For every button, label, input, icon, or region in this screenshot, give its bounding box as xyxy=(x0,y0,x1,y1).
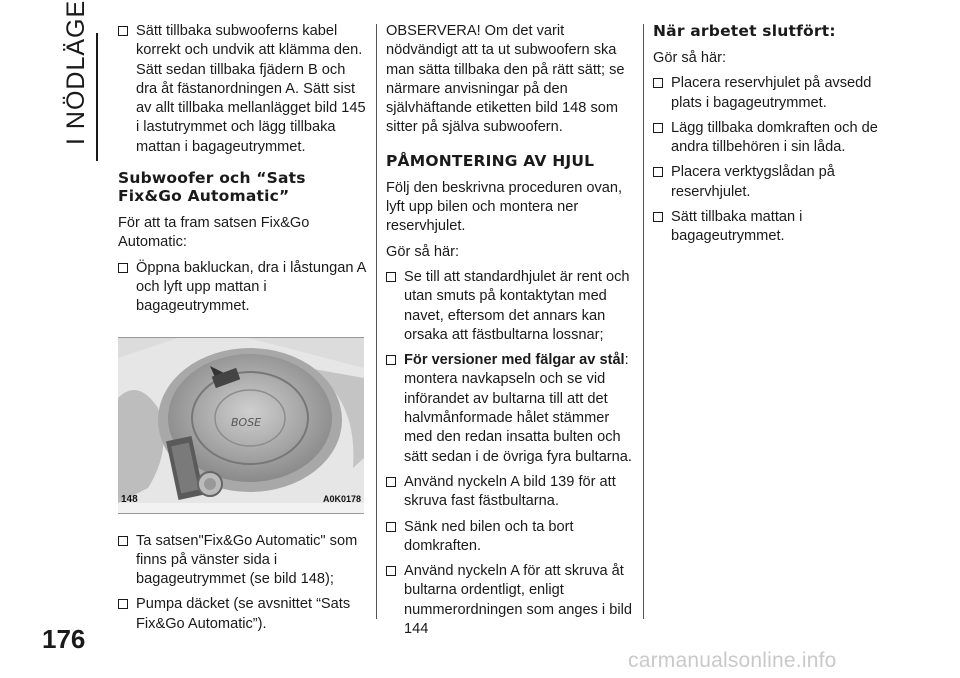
bullet-text: Använd nyckeln A för att skruva åt bultarna ordentligt, enligt nummerordningen som anges i bild 144 xyxy=(404,563,632,638)
bullet-text: Öppna bakluckan, dra i låstungan A och lyft upp mattan i bagageutrymmet. xyxy=(136,259,366,315)
list-item xyxy=(653,163,905,202)
checkbox-bullet-icon xyxy=(386,477,396,487)
list-item xyxy=(386,268,634,345)
bullet-text: Sätt tillbaka subwooferns kabel korrekt och undvik att klämma den. Sätt sedan tillbaka fjädern B och dra åt fästanordningen A. Sätt sist av allt tillbaka mellanlägget bild 145 i lastutrymmet och lägg tillbaka mattan i bagageutrymmet. xyxy=(136,23,366,155)
list-item xyxy=(118,259,366,317)
figure-148 xyxy=(118,337,364,514)
section-heading-pamontering: PÅMONTERING AV HJUL xyxy=(386,151,595,170)
bullet-text: Placera verktygslådan på reservhjulet. xyxy=(671,164,835,200)
list-item xyxy=(386,473,634,512)
checkbox-bullet-icon xyxy=(386,522,396,532)
list-item xyxy=(118,595,366,634)
bullet-text: Pumpa däcket (se avsnittet “Sats Fix&Go Automatic”). xyxy=(136,596,351,632)
chapter-rule xyxy=(96,33,98,161)
list-item xyxy=(118,532,366,590)
figure-number: 148 xyxy=(121,494,138,506)
column-2 xyxy=(386,22,634,645)
bullet-text: Använd nyckeln A bild 139 för att skruva fast fästbultarna. xyxy=(404,473,616,510)
column-3 xyxy=(653,22,905,253)
chapter-tab xyxy=(62,0,92,165)
watermark: carmanualsonline.info xyxy=(628,649,837,672)
bullet-text: Sänk ned bilen och ta bort domkraften. xyxy=(404,518,574,554)
list-item xyxy=(386,351,634,467)
bullet-text: Lägg tillbaka domkraften och de andra tillbehören i sin låda. xyxy=(671,119,878,156)
paragraph: För att ta fram satsen Fix&Go Automatic: xyxy=(118,215,310,251)
column-divider-2 xyxy=(643,24,644,619)
checkbox-bullet-icon xyxy=(386,355,396,365)
list-item xyxy=(118,22,366,157)
checkbox-bullet-icon xyxy=(118,599,128,609)
checkbox-bullet-icon xyxy=(386,272,396,282)
column-divider-1 xyxy=(376,24,377,619)
column-1 xyxy=(118,22,366,640)
list-item xyxy=(653,208,905,247)
bullet-bold-text: För versioner med fälgar av stål xyxy=(404,352,625,369)
paragraph: Följ den beskrivna proceduren ovan, lyft upp bilen och montera ner reservhjulet. xyxy=(386,179,623,235)
paragraph: Gör så här: xyxy=(653,50,726,66)
observera-paragraph: OBSERVERA! Om det varit nödvändigt att ta ut subwoofern ska man sätta tillbaka den på rätt sätt; se närmare anvisningar på den självhäftande etiketten bild 148 som sitter på själva subwoofern. xyxy=(386,23,625,136)
page-number: 176 xyxy=(42,624,86,654)
checkbox-bullet-icon xyxy=(653,123,663,133)
checkbox-bullet-icon xyxy=(118,26,128,36)
bullet-text: Placera reservhjulet på avsedd plats i bagageutrymmet. xyxy=(671,75,872,111)
bullet-text: : montera navkapseln och se vid införandet av bultarna till att det halvmånformade hålet stämmer med den redan insatta bulten och sätt sedan i de övriga fyra bultarna. xyxy=(404,352,632,465)
bullet-text: Sätt tillbaka mattan i bagageutrymmet. xyxy=(671,209,803,245)
figure-code: A0K0178 xyxy=(322,494,361,505)
bullet-text: Ta satsen"Fix&Go Automatic" som finns på vänster sida i bagageutrymmet (se bild 148); xyxy=(136,532,358,588)
subwoofer-photo xyxy=(118,338,364,513)
checkbox-bullet-icon xyxy=(653,167,663,177)
list-item xyxy=(386,562,634,639)
list-item xyxy=(386,518,634,557)
checkbox-bullet-icon xyxy=(118,263,128,273)
list-item xyxy=(653,119,905,158)
bullet-text: Se till att standardhjulet är rent och utan smuts på kontaktytan med navet, eftersom det annars kan orsaka att fästbultarna lossnar; xyxy=(404,268,630,343)
section-heading-subwoofer: Subwoofer och “Sats Fix&Go Automatic” xyxy=(118,169,306,206)
figure-brand-label: BOSE xyxy=(231,415,262,429)
section-heading-nar-arbetet: När arbetet slutfört: xyxy=(653,22,836,40)
chapter-title: I NÖDLÄGE xyxy=(62,0,90,145)
list-item xyxy=(653,74,905,113)
checkbox-bullet-icon xyxy=(118,536,128,546)
checkbox-bullet-icon xyxy=(386,566,396,576)
checkbox-bullet-icon xyxy=(653,78,663,88)
checkbox-bullet-icon xyxy=(653,212,663,222)
paragraph: Gör så här: xyxy=(386,243,459,260)
